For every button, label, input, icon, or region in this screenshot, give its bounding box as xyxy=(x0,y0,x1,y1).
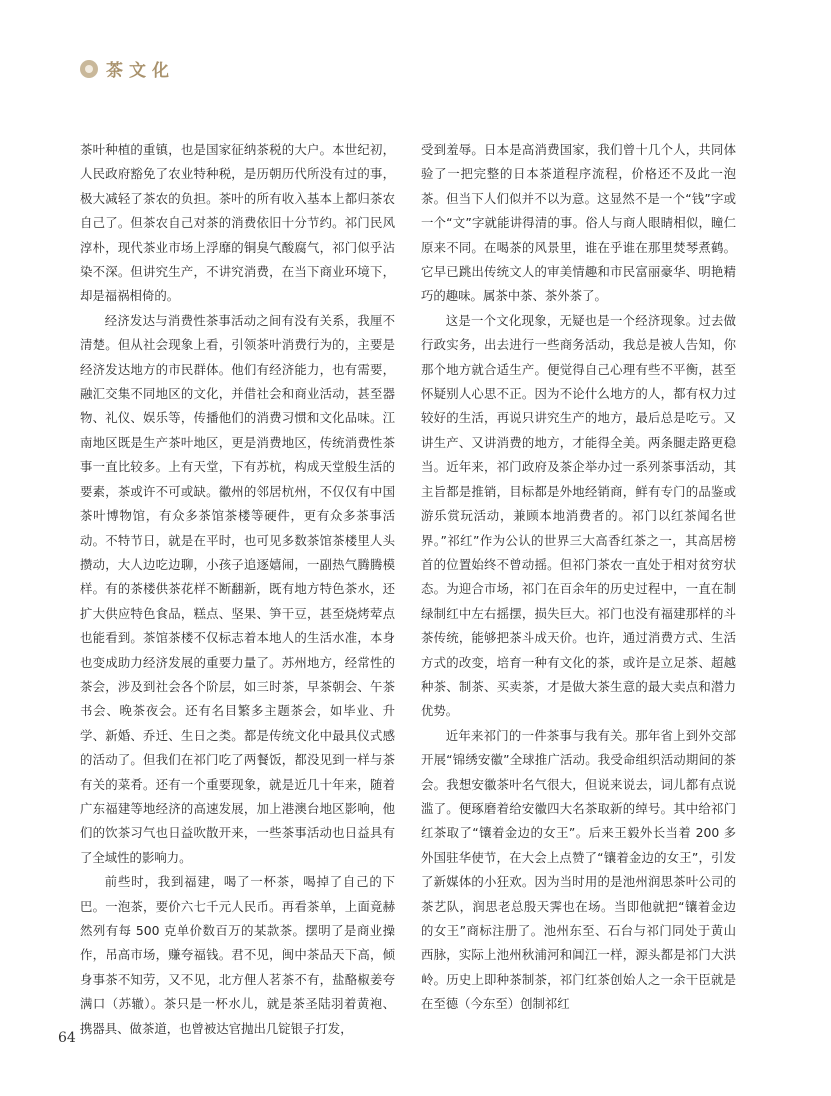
right-text-column xyxy=(421,138,736,1017)
paragraph: 受到羞辱。日本是高消费国家，我们曾十几个人，共同体验了一把完整的日本茶道程序流程，价格还不及此一泡茶。但当下人们似并不以为意。这显然不是一个“钱”字或一个“文”字就能讲得清的事。俗人与商人眼睛相似，瞳仁原来不同。在喝茶的风景里，谁在乎谁在那里焚琴煮鹤。它早已跳出传统文人的审美情趣和市民富丽豪华、明艳精巧的趣味。属茶中茶、茶外茶了。 xyxy=(421,142,736,304)
page-number: 64 xyxy=(58,1030,76,1046)
paragraph: 茶叶种植的重镇，也是国家征纳茶税的大户。本世纪初，人民政府豁免了农业特种税，是历朝历代所没有过的事，极大减轻了茶农的负担。茶叶的所有收入基本上都归茶农自己了。但茶农自己对茶的消费依旧十分节约。祁门民风淳朴，现代茶业市场上浮靡的铜臭气酸腐气，祁门似乎沾染不深。但讲究生产，不讲究消费，在当下商业环境下，却是福祸相倚的。 xyxy=(80,142,395,304)
paragraph: 近年来祁门的一件茶事与我有关。那年省上到外交部开展“锦绣安徽”全球推广活动。我受命组织活动期间的茶会。我想安徽茶叶名气很大，但说来说去，词儿都有点说滥了。便琢磨着给安徽四大名茶取新的绰号。其中给祁门红茶取了“镶着金边的女王”。后来王毅外长当着 200 多外国驻华使节，在大会上点赞了“镶着金边的女王”，引发了新媒体的小狂欢。因为当时用的是池州润思茶叶公司的茶艺队，润思老总殷天霁也在场。当即他就把“镶着金边的女王”商标注册了。池州东至、石台与祁门同处于黄山西脉，实际上池州秋浦河和阊江一样，源头都是祁门大洪岭。历史上即种茶制茶，祁门红茶创始人之一余干臣就是在至德（今东至）创制祁红 xyxy=(421,727,736,1012)
paragraph: 经济发达与消费性茶事活动之间有没有关系，我厘不清楚。但从社会现象上看，引领茶叶消费行为的，主要是经济发达地方的市民群体。他们有经济能力，也有需要，融汇交集不同地区的文化，并借社会和商业活动，甚至器物、礼仪、娱乐等，传播他们的消费习惯和文化品味。江南地区既是生产茶叶地区，更是消费地区，传统消费性茶事一直比较多。上有天堂，下有苏杭，构成天堂般生活的要素，茶或许不可或缺。徽州的邻居杭州，不仅仅有中国茶叶博物馆，有众多茶馆茶楼等硬件，更有众多茶事活动。不特节日，就是在平时，也可见多数茶馆茶楼里人头攒动，大人边吃边聊，小孩子追逐嬉闹，一副热气腾腾模样。有的茶楼供茶花样不断翻新，既有地方特色茶水，还扩大供应特色食品，糕点、坚果、笋干豆，甚至烧烤荤点也能看到。茶馆茶楼不仅标志着本地人的生活水准，本身也变成助力经济发展的重要力量了。苏州地方，经常性的茶会，涉及到社会各个阶层，如三时茶，早茶朝会、午茶书会、晚茶夜会。还有名目繁多主题茶会，如毕业、升学、新婚、乔迁、生日之类。都是传统文化中最具仪式感的活动了。但我们在祁门吃了两餐饭，都没见到一样与茶有关的菜肴。还有一个重要现象，就是近几十年来，随着广东福建等地经济的高速发展，加上港澳台地区影响，他们的饮茶习气也日益吹散开来，一些茶事活动也日益具有了全域性的影响力。 xyxy=(80,312,395,865)
section-header xyxy=(80,56,175,81)
left-text-column xyxy=(80,138,395,1041)
circle-emblem-icon xyxy=(80,60,98,78)
paragraph: 这是一个文化现象，无疑也是一个经济现象。过去做行政实务，出去进行一些商务活动，我总是被人告知，你那个地方就合适生产。便觉得自己心理有些不平衡，甚至怀疑别人心思不正。因为不论什么地方的人，都有权力过较好的生活，再说只讲究生产的地方，最后总是吃亏。又讲生产、又讲消费的地方，才能得全美。两条腿走路更稳当。近年来，祁门政府及茶企举办过一系列茶事活动，其主旨都是推销，目标都是外地经销商，鲜有专门的品鉴或游乐赏玩活动，兼顾本地消费者的。祁门以红茶闻名世界。”祁红”作为公认的世界三大高香红茶之一，其高居榜首的位置始终不曾动摇。但祁门茶农一直处于相对贫穷状态。为迎合市场，祁门在百余年的历史过程中，一直在制绿制红中左右摇摆，损失巨大。祁门也没有福建那样的斗茶传统，能够把茶斗成天价。也许，通过消费方式、生活方式的改变，培育一种有文化的茶，或许是立足茶、超越种茶、制茶、买卖茶，才是做大茶生意的最大卖点和潜力优势。 xyxy=(421,312,736,719)
paragraph: 前些时，我到福建，喝了一杯茶，喝掉了自己的下巴。一泡茶，要价六七千元人民币。再看茶单，上面竟赫然列有每 500 克单价数百万的某款茶。摆明了是商业操作，吊高市场，赚夸福钱。君不见，闽中茶品天下高，倾身事茶不知劳，又不见，北方俚人茗茶不有，盐酪椒姜夸满口（苏辙）。茶只是一杯水儿，就是茶圣陆羽着黄袍、携器具、做茶道，也曾被达官抛出几锭银子打发， xyxy=(80,874,395,1036)
section-title: 茶文化 xyxy=(106,61,175,81)
